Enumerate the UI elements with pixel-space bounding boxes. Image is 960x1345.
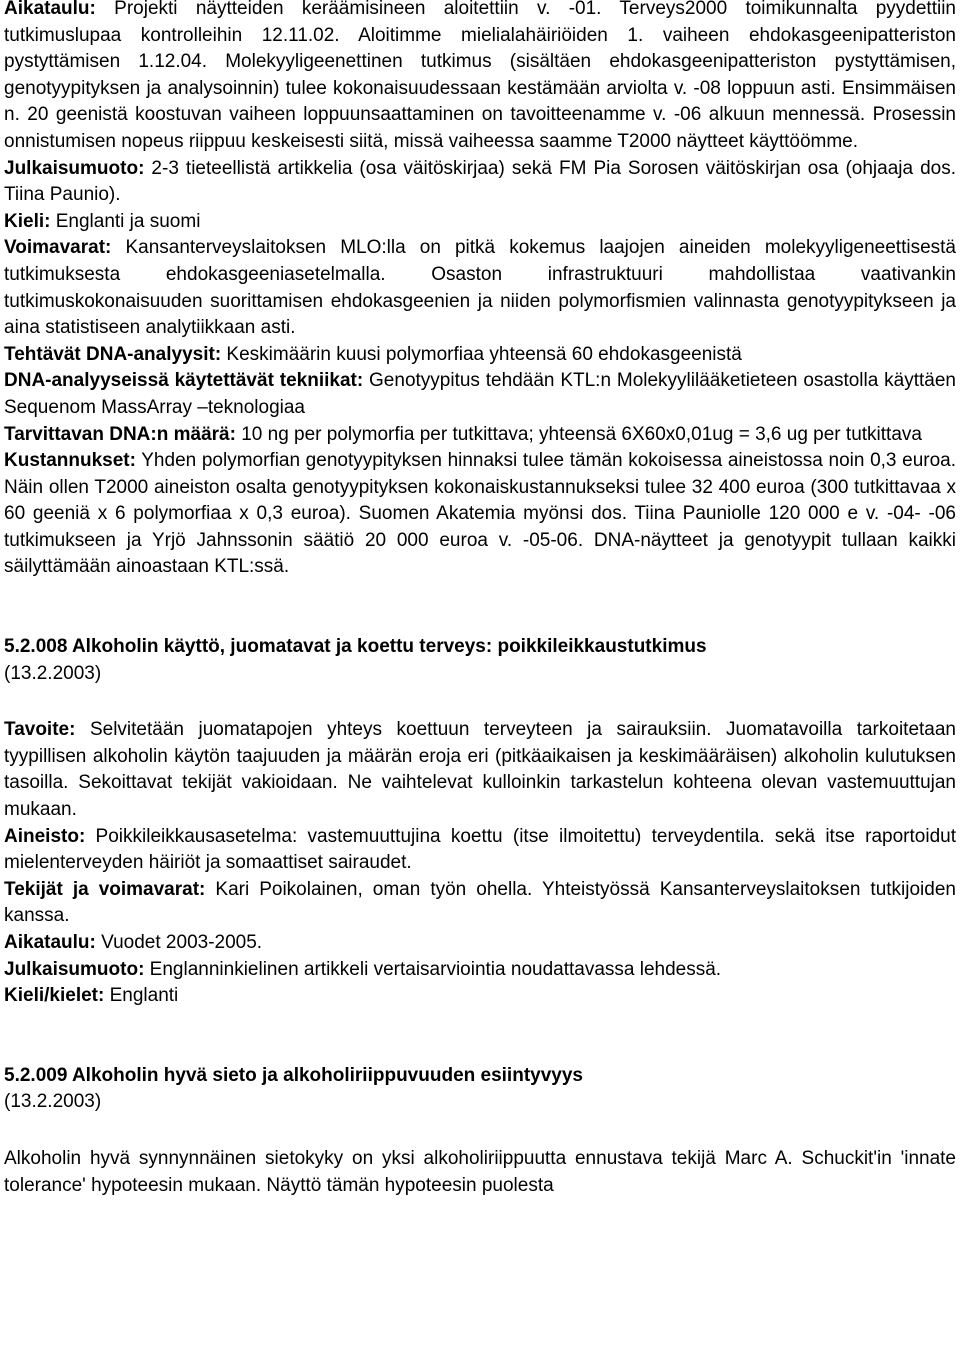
tekniikat-text: Genotyypitus tehdään KTL:n Molekyylilääketieteen osastolla käyttäen Sequenom MassArray –teknologiaa	[4, 370, 956, 418]
section-spacer	[4, 1010, 956, 1063]
aineisto-text: Poikkileikkausasetelma: vastemuuttujina koettu (itse ilmoitettu) terveydentila. sekä itse raportoidut mielenterveyden häiriöt ja somaattiset sairaudet.	[4, 825, 956, 874]
aikataulu-text: Projekti näytteiden keräämisineen aloitettiin v. -01. Terveys2000 toimikunnalta pyydettiin tutkimuslupaa kontrolleihin 12.11.02. Aloitimme mielialahäiriöiden 1. vaiheen ehdokasgeenipatteriston pystyttämisen 1.12.04. Molekyyligeenettinen tutkimus (sisältäen ehdokasgeenipatteriston pystyttämisen, genotyypityksen ja analysoinnin) tulee kokonaisuudessaan kestämään arviolta v. -08 loppuun asti. Ensimmäisen n. 20 geenistä koostuvan vaiheen loppuunsaattaminen on tavoitteenamme v. -06 alkuun mennessä. Prosessin onnistumisen nopeus riippuu keskeisesti siitä, missä vaiheessa saamme T2000 näytteet käyttöömme.	[4, 0, 956, 152]
kieli-label: Kieli:	[4, 210, 51, 232]
section-date-008: (13.2.2003)	[4, 662, 102, 684]
section-heading-008: 5.2.008 Alkoholin käyttö, juomatavat ja koettu terveys: poikkileikkaustutkimus	[4, 636, 707, 658]
julkaisumuoto-text: 2-3 tieteellistä artikkelia (osa väitöskirjaa) sekä FM Pia Sorosen väitöskirjan osa (ohjaaja dos. Tiina Paunio).	[4, 157, 956, 206]
body-paragraph-009: Alkoholin hyvä synnynnäinen sietokyky on yksi alkoholiriippuutta ennustava tekijä Marc A. Schuckit'in 'innate tolerance' hypoteesin mukaan. Näyttö tämän hypoteesin puolesta	[4, 1147, 956, 1196]
kieli-paragraph	[4, 209, 956, 236]
kielet-text: Englanti	[104, 985, 179, 1007]
kielet-label: Kieli/kielet:	[4, 985, 105, 1007]
aineisto-paragraph	[4, 824, 956, 877]
kustannukset-paragraph	[4, 448, 956, 581]
kielet-paragraph	[4, 983, 956, 1010]
aineisto-label: Aineisto:	[4, 825, 86, 847]
voimavarat-paragraph	[4, 235, 956, 341]
tavoite-text: Selvitetään juomatapojen yhteys koettuun terveyteen ja sairauksiin. Juomatavoilla tarkoitetaan tyypillisen alkoholin käytön taajuuden ja määrän eroja eri (pitkäaikaisen ja keskimääräisen) alkoholin kulutuksen tasoilla. Sekoittavat tekijät vakioidaan. Ne vaihtelevat kulloinkin tarkastelun kohteena olevan vastemuuttujan mukaan.	[4, 719, 956, 821]
tekniikat-paragraph	[4, 368, 956, 421]
dna-maara-paragraph	[4, 422, 956, 449]
kustannukset-label: Kustannukset:	[4, 450, 136, 472]
tekijat-paragraph	[4, 877, 956, 930]
tehtavat-text: Keskimäärin kuusi polymorfiaa yhteensä 60 ehdokasgeenistä	[221, 343, 742, 365]
tekijat-label: Tekijät ja voimavarat:	[4, 878, 206, 900]
voimavarat-text: Kansanterveyslaitoksen MLO:lla on pitkä kokemus laajojen aineiden molekyyligeneettisestä tutkimuksesta ehdokasgeeniasetelmalla. Osaston infrastruktuuri mahdollistaa vaativankin tutkimuskokonaisuuden suorittamisen ehdokasgeenien ja niiden polymorfismien valinnasta genotyypitykseen ja aina statistiseen analytiikkaan asti.	[4, 237, 956, 339]
tehtavat-paragraph	[4, 342, 956, 369]
tekniikat-label: DNA-analyyseissä käytettävät tekniikat:	[4, 370, 364, 392]
aikataulu-008-label: Aikataulu:	[4, 932, 96, 953]
julkaisumuoto-008-text: Englanninkielinen artikkeli vertaisarviointia noudattavassa lehdessä.	[144, 958, 722, 980]
section-spacer	[4, 581, 956, 634]
voimavarat-label: Voimavarat:	[4, 237, 112, 259]
tekijat-text: Kari Poikolainen, oman työn ohella. Yhteistyössä Kansanterveyslaitoksen tutkijoiden kanssa.	[4, 878, 956, 927]
section-heading-009: 5.2.009 Alkoholin hyvä sieto ja alkoholiriippuvuuden esiintyvyys	[4, 1064, 583, 1086]
section-date-009: (13.2.2003)	[4, 1091, 102, 1113]
dna-maara-label: Tarvittavan DNA:n määrä:	[4, 423, 236, 445]
tavoite-label: Tavoite:	[4, 719, 76, 741]
kieli-text: Englanti ja suomi	[50, 210, 201, 232]
aikataulu-paragraph	[4, 0, 956, 156]
tehtavat-label: Tehtävät DNA-analyysit:	[4, 343, 222, 365]
julkaisumuoto-008-label: Julkaisumuoto:	[4, 958, 145, 980]
julkaisumuoto-008-paragraph	[4, 957, 956, 984]
aikataulu-label: Aikataulu:	[4, 0, 96, 19]
julkaisumuoto-label: Julkaisumuoto:	[4, 157, 145, 179]
kustannukset-text: Yhden polymorfian genotyypityksen hinnaksi tulee tämän kokoisessa aineistossa noin 0,3 euroa. Näin ollen T2000 aineiston osalta genotyypityksen kokonaiskustannukseksi tulee 32 400 euroa (300 tutkittavaa x 60 geeniä x 6 polymorfiaa x 0,3 euroa). Suomen Akatemia myönsi dos. Tiina Pauniolle 120 000 e v. -04- -06 tutkimukseen ja Yrjö Jahnssonin säätiö 20 000 euroa v. -05-06. DNA-näytteet ja genotyypit tullaan kaikki säilyttämään ainoastaan KTL:ssä.	[4, 450, 956, 578]
julkaisumuoto-paragraph	[4, 156, 956, 209]
aikataulu-008-paragraph	[4, 930, 956, 957]
dna-maara-text: 10 ng per polymorfia per tutkittava; yhteensä 6X60x0,01ug = 3,6 ug per tutkittava	[235, 423, 922, 445]
section-spacer	[4, 1116, 956, 1146]
section-spacer	[4, 687, 956, 717]
tavoite-paragraph	[4, 717, 956, 823]
aikataulu-008-text: Vuodet 2003-2005.	[95, 932, 263, 953]
